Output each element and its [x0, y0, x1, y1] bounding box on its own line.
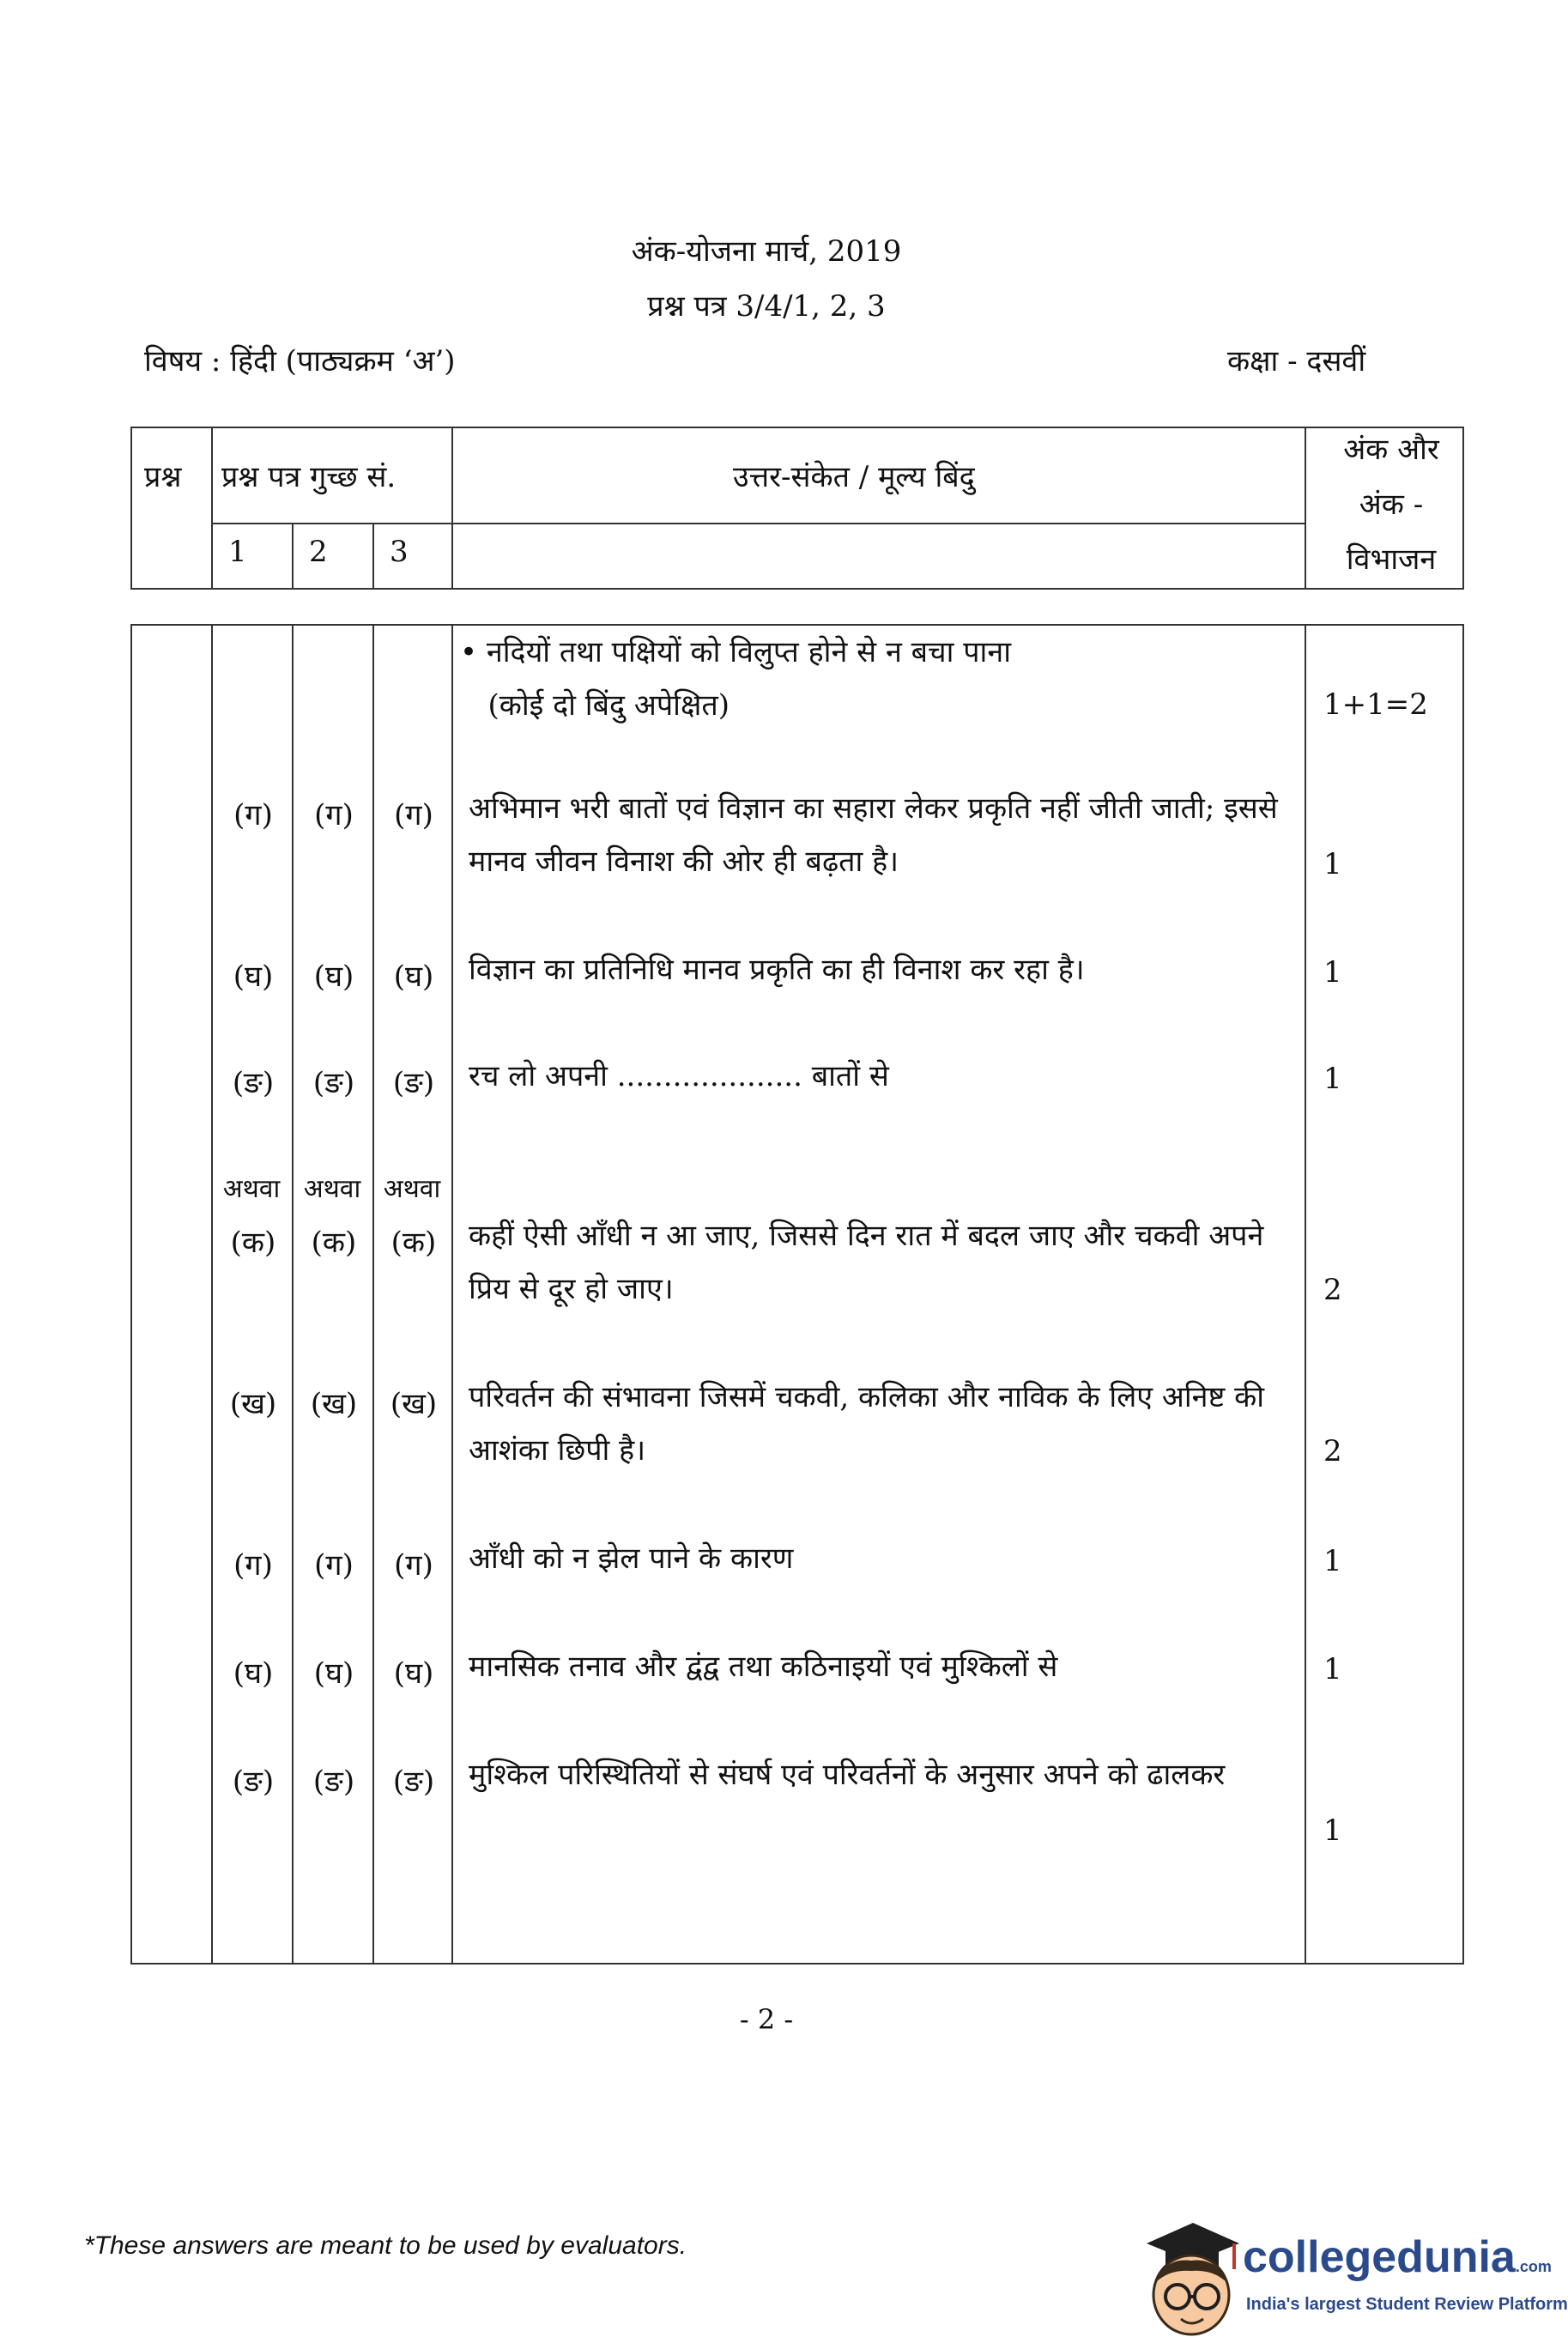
page-number: - 2 -	[739, 2003, 794, 2036]
answer-table	[130, 624, 1464, 1965]
answer-row-9: मुश्किल परिस्थितियों से संघर्ष एवं परिवर्तनों के अनुसार अपने को ढालकर	[469, 1758, 1226, 1792]
label-set2-row-9: (ङ)	[312, 1765, 355, 1799]
label-set1-row-1: (ग)	[233, 798, 273, 832]
label-set2-row-3: (ङ)	[312, 1066, 355, 1100]
or-label-set1: अथवा	[222, 1174, 281, 1204]
marks-row-9: 1	[1323, 1813, 1342, 1848]
label-set3-row-3: (ङ)	[392, 1066, 435, 1100]
header-answer-key: उत्तर-संकेत / मूल्य बिंदु	[733, 460, 975, 494]
label-set3-row-8: (घ)	[393, 1656, 434, 1691]
label-set3-row-9: (ङ)	[392, 1765, 435, 1799]
label-set2-row-8: (घ)	[313, 1656, 354, 1691]
or-label-set2: अथवा	[303, 1174, 361, 1204]
marks-row-5: 2	[1323, 1273, 1342, 1307]
logo-tagline: India's largest Student Review Platform	[1246, 2295, 1568, 2314]
marks-row-0: 1+1=2	[1323, 687, 1428, 722]
marks-row-7: 1	[1323, 1544, 1342, 1578]
header-table	[130, 427, 1464, 590]
answer-row-8: मानसिक तनाव और द्वंद्व तथा कठिनाइयों एवं मुश्किलों से	[469, 1650, 1058, 1684]
collegedunia-logo[interactable]	[1131, 2209, 1568, 2340]
answer-row-5: कहीं ऐसी आँधी न आ जाए, जिससे दिन रात में बदल जाए और चकवी अपने प्रिय से दूर हो जाए।	[469, 1219, 1264, 1306]
or-label-set3: अथवा	[383, 1174, 441, 1204]
answer-row-3: रच लो अपनी .................... बातों से	[469, 1059, 889, 1093]
label-set3-row-2: (घ)	[393, 960, 434, 994]
header-question: प्रश्न	[144, 460, 182, 494]
label-set2-row-7: (ग)	[314, 1548, 354, 1583]
header-set-3: 3	[390, 535, 409, 569]
answer-row-0: • नदियों तथा पक्षियों को विलुप्त होने से न बचा पाना (कोई दो बिंदु अपेक्षित)	[460, 635, 1012, 723]
header-set-1: 1	[228, 535, 247, 569]
answer-row-2: विज्ञान का प्रतिनिधि मानव प्रकृति का ही विनाश कर रहा है।	[469, 953, 1085, 987]
evaluator-note: *These answers are meant to be used by evaluators.	[84, 2231, 687, 2260]
label-set3-row-5: (क)	[390, 1226, 437, 1260]
label-set2-row-6: (ख)	[310, 1387, 358, 1421]
label-set2-row-1: (ग)	[314, 798, 354, 832]
student-mascot-icon	[1131, 2209, 1243, 2340]
paper-code: प्रश्न पत्र 3/4/1, 2, 3	[647, 289, 886, 324]
label-set1-row-2: (घ)	[233, 960, 274, 994]
marks-row-8: 1	[1323, 1652, 1342, 1686]
marks-row-6: 2	[1323, 1434, 1342, 1468]
label-set2-row-5: (क)	[311, 1226, 357, 1260]
label-set1-row-8: (घ)	[233, 1656, 274, 1691]
answer-row-6: परिवर्तन की संभावना जिसमें चकवी, कलिका और नाविक के लिए अनिष्ट की आशंका छिपी है।	[469, 1380, 1265, 1468]
header-set-number: प्रश्न पत्र गुच्छ सं.	[221, 460, 397, 494]
header-marks-line3: विभाजन	[1346, 542, 1437, 577]
answer-row-7: आँधी को न झेल पाने के कारण	[469, 1541, 794, 1576]
header-set-2: 2	[309, 535, 328, 569]
label-set3-row-7: (ग)	[394, 1548, 433, 1583]
label-set2-row-2: (घ)	[313, 960, 354, 994]
label-set3-row-6: (ख)	[390, 1387, 438, 1421]
label-set1-row-7: (ग)	[233, 1548, 273, 1583]
label-set3-row-1: (ग)	[394, 798, 433, 832]
marks-row-1: 1	[1323, 847, 1342, 881]
answer-row-1: अभिमान भरी बातों एवं विज्ञान का सहारा लेकर प्रकृति नहीं जीती जाती; इससे मानव जीवन विनाश की ओर ही बढ़ता है।	[469, 791, 1278, 879]
header-marks-line1: अंक और	[1343, 433, 1439, 467]
class-label: कक्षा - दसवीं	[1227, 344, 1366, 378]
logo-wordmark: collegedunia.com	[1243, 2232, 1552, 2282]
marks-row-3: 1	[1323, 1062, 1342, 1096]
label-set1-row-3: (ङ)	[232, 1066, 275, 1100]
marks-row-2: 1	[1323, 955, 1342, 990]
page-title: अंक-योजना मार्च, 2019	[631, 234, 902, 269]
label-set1-row-5: (क)	[230, 1226, 276, 1260]
subject-label: विषय : हिंदी (पाठ्यक्रम ‘अ’)	[144, 344, 456, 378]
label-set1-row-6: (ख)	[229, 1387, 277, 1421]
header-marks-line2: अंक -	[1359, 487, 1424, 522]
label-set1-row-9: (ङ)	[232, 1765, 275, 1799]
